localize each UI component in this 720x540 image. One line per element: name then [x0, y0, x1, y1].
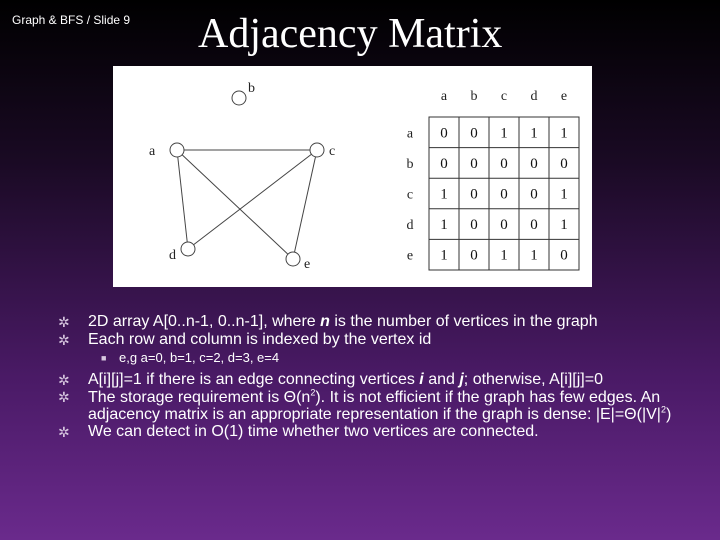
matrix-cell: 0	[500, 217, 508, 234]
matrix-cell: 0	[530, 155, 538, 172]
matrix-cell: 1	[530, 125, 538, 142]
matrix-cell: 1	[560, 186, 568, 203]
slide-header: Graph & BFS / Slide 9	[12, 13, 131, 27]
graph-vertex-b	[232, 91, 246, 105]
matrix-cell: 1	[440, 186, 448, 203]
bullet-marker-icon: ✲	[58, 389, 70, 405]
bullet-text: A[i][j]=1 if there is an edge connecting vertices	[88, 371, 420, 388]
bullet-text: Each row and column is indexed by the vertex id	[88, 331, 432, 348]
matrix-cell: 0	[560, 155, 568, 172]
matrix-cell: 0	[470, 247, 478, 264]
bullet-var: i	[419, 371, 424, 388]
graph-edge-a-d	[177, 150, 188, 249]
graph-drawing	[149, 81, 335, 272]
graph-vertex-d	[181, 242, 195, 256]
adjacency-figure	[113, 66, 592, 287]
matrix-cell: 0	[470, 217, 478, 234]
sub-bullet-text: e,g a=0, b=1, c=2, d=3, e=4	[119, 350, 280, 365]
matrix-row-header: c	[406, 187, 414, 203]
matrix-cell: 0	[500, 155, 508, 172]
matrix-cell: 0	[470, 186, 478, 203]
sub-bullet-item	[101, 349, 698, 367]
sub-bullet-marker-icon: ■	[101, 353, 107, 363]
matrix-cell: 1	[500, 125, 508, 142]
matrix-cell: 0	[470, 125, 478, 142]
graph-vertex-e	[286, 252, 300, 266]
matrix-cell: 1	[440, 217, 448, 234]
matrix-row-header: e	[406, 248, 414, 264]
vertex-label-d: d	[169, 248, 176, 263]
matrix-cell: 0	[470, 155, 478, 172]
matrix-cell: 1	[530, 247, 538, 264]
bullet-var: n	[320, 313, 330, 330]
matrix-col-header: c	[500, 89, 508, 104]
graph-vertex-c	[310, 143, 324, 157]
matrix-col-header: a	[440, 89, 448, 104]
matrix-cell: 0	[500, 186, 508, 203]
adjacency-matrix-table	[407, 89, 580, 270]
bullet-item	[58, 371, 698, 389]
matrix-row-header: d	[406, 218, 414, 234]
bullet-text: 2D array A[0..n-1, 0..n-1], where	[88, 313, 321, 330]
bullet-item	[58, 387, 698, 423]
bullet-text: and	[423, 371, 460, 388]
matrix-cell: 1	[560, 125, 568, 142]
figure-svg	[113, 66, 592, 287]
vertex-label-c: c	[329, 144, 336, 159]
graph-edge-c-d	[188, 150, 317, 249]
bullet-list	[58, 313, 698, 441]
slide-title: Adjacency Matrix	[198, 11, 503, 57]
bullet-item	[58, 313, 698, 331]
vertex-label-e: e	[304, 257, 311, 272]
matrix-col-header: b	[470, 89, 478, 104]
bullet-marker-icon: ✲	[58, 424, 70, 440]
bullet-item	[58, 423, 698, 441]
bullet-marker-icon: ✲	[58, 372, 70, 388]
matrix-cell: 0	[530, 186, 538, 203]
bullet-text: We can detect in O(1) time whether two vertices are connected.	[88, 423, 539, 440]
matrix-cell: 0	[560, 247, 568, 264]
vertex-label-b: b	[248, 81, 255, 96]
bullet-item	[58, 331, 698, 349]
matrix-cell: 0	[530, 217, 538, 234]
bullet-text: The storage requirement is Θ(n	[88, 389, 311, 406]
matrix-row-header: a	[406, 126, 414, 142]
matrix-row-header: b	[406, 156, 414, 172]
vertex-label-a: a	[149, 144, 156, 159]
superscript: 2	[310, 387, 316, 398]
bullet-marker-icon: ✲	[58, 314, 70, 330]
matrix-cell: 1	[560, 217, 568, 234]
matrix-cell: 1	[440, 247, 448, 264]
bullet-marker-icon: ✲	[58, 332, 70, 348]
bullet-var: j	[459, 371, 464, 388]
matrix-col-header: d	[530, 89, 538, 104]
matrix-col-header: e	[560, 89, 568, 104]
graph-edge-a-e	[177, 150, 293, 259]
bullet-text: ; otherwise, A[i][j]=0	[463, 371, 603, 388]
bullet-text: ). It is not efficient if the graph has few edges. An adjacency matrix is an appropriate representation if the graph is dense: |E|=Θ(|V|	[88, 389, 661, 423]
matrix-cell: 0	[440, 125, 448, 142]
bullet-text: is the number of vertices in the graph	[329, 313, 598, 330]
matrix-cell: 1	[500, 247, 508, 264]
bullet-text: )	[665, 406, 672, 423]
matrix-cell: 0	[440, 155, 448, 172]
graph-vertex-a	[170, 143, 184, 157]
superscript: 2	[660, 404, 666, 415]
graph-edge-c-e	[293, 150, 317, 259]
